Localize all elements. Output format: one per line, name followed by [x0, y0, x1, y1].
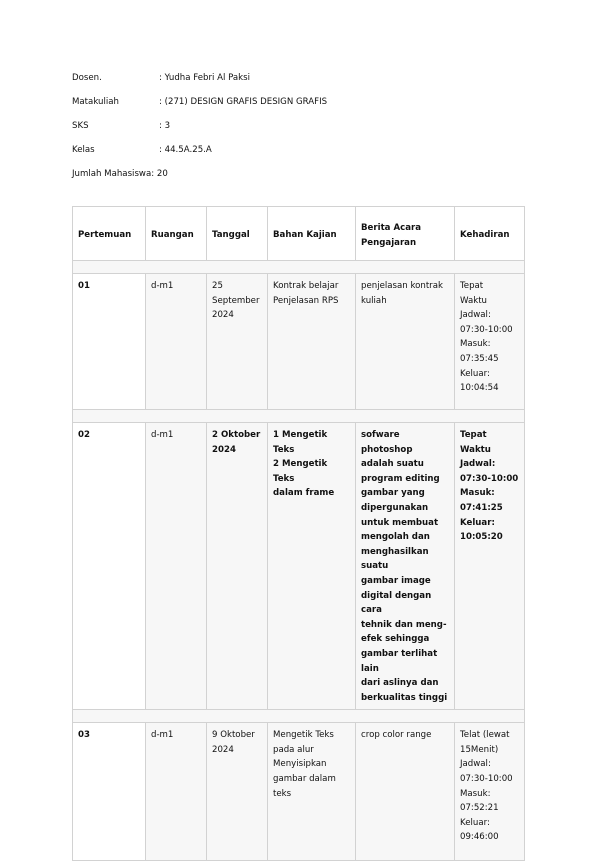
table-header-row: [73, 207, 525, 261]
students-value: : 20: [151, 169, 168, 179]
date-cell: 9 Oktober 2024: [207, 723, 268, 861]
teaching-report-cell: sofware photoshop adalah suatu program editing gambar yang dipergunakan untuk membuat mengolah dan menghasilkan suatu gambar image digital dengan cara tehnik dan meng- efek sehingga gambar terlihat lain dari aslinya dan berkualitas tinggi: [356, 423, 455, 710]
attendance-cell: Tepat Waktu Jadwal: 07:30-10:00 Masuk: 07:41:25 Keluar: 10:05:20: [455, 423, 525, 710]
attendance-table: [72, 206, 525, 861]
credits-row: [72, 120, 327, 144]
course-info: [72, 72, 327, 192]
students-row: [72, 168, 327, 192]
credits-value: : 3: [159, 121, 171, 131]
col-header-date: Tanggal: [207, 207, 268, 261]
class-label: Kelas: [72, 145, 95, 155]
col-header-teaching-report: Berita Acara Pengajaran: [356, 207, 455, 261]
credits-label: SKS: [72, 121, 89, 131]
table-row: [73, 423, 525, 710]
teaching-report-cell: crop color range: [356, 723, 455, 861]
attendance-cell: Tepat Waktu Jadwal: 07:30-10:00 Masuk: 07:35:45 Keluar: 10:04:54: [455, 274, 525, 410]
students-label: Jumlah Mahasiswa: [72, 169, 152, 179]
lecturer-value: : Yudha Febri Al Paksi: [159, 73, 251, 83]
col-header-material: Bahan Kajian: [268, 207, 356, 261]
col-header-meeting: Pertemuan: [73, 207, 146, 261]
material-cell: 1 Mengetik Teks 2 Mengetik Teks dalam frame: [268, 423, 356, 710]
class-value: : 44.5A.25.A: [159, 145, 212, 155]
date-cell: 2 Oktober 2024: [207, 423, 268, 710]
lecturer-label: Dosen.: [72, 73, 102, 83]
material-cell: Mengetik Teks pada alur Menyisipkan gambar dalam teks: [268, 723, 356, 861]
date-cell: 25 September 2024: [207, 274, 268, 410]
class-row: [72, 144, 327, 168]
course-label: Matakuliah: [72, 97, 119, 107]
course-value: : (271) DESIGN GRAFIS DESIGN GRAFIS: [159, 97, 328, 107]
lecturer-row: [72, 72, 327, 96]
meeting-cell: 01: [73, 274, 146, 410]
room-cell: d-m1: [146, 274, 207, 410]
attendance-cell: Telat (lewat 15Menit) Jadwal: 07:30-10:00 Masuk: 07:52:21 Keluar: 09:46:00: [455, 723, 525, 861]
course-row: [72, 96, 327, 120]
material-cell: Kontrak belajar Penjelasan RPS: [268, 274, 356, 410]
meeting-cell: 02: [73, 423, 146, 710]
room-cell: d-m1: [146, 423, 207, 710]
col-header-room: Ruangan: [146, 207, 207, 261]
teaching-report-cell: penjelasan kontrak kuliah: [356, 274, 455, 410]
table-row: [73, 274, 525, 410]
col-header-attendance: Kehadiran: [455, 207, 525, 261]
table-row: [73, 723, 525, 861]
meeting-cell: 03: [73, 723, 146, 861]
room-cell: d-m1: [146, 723, 207, 861]
